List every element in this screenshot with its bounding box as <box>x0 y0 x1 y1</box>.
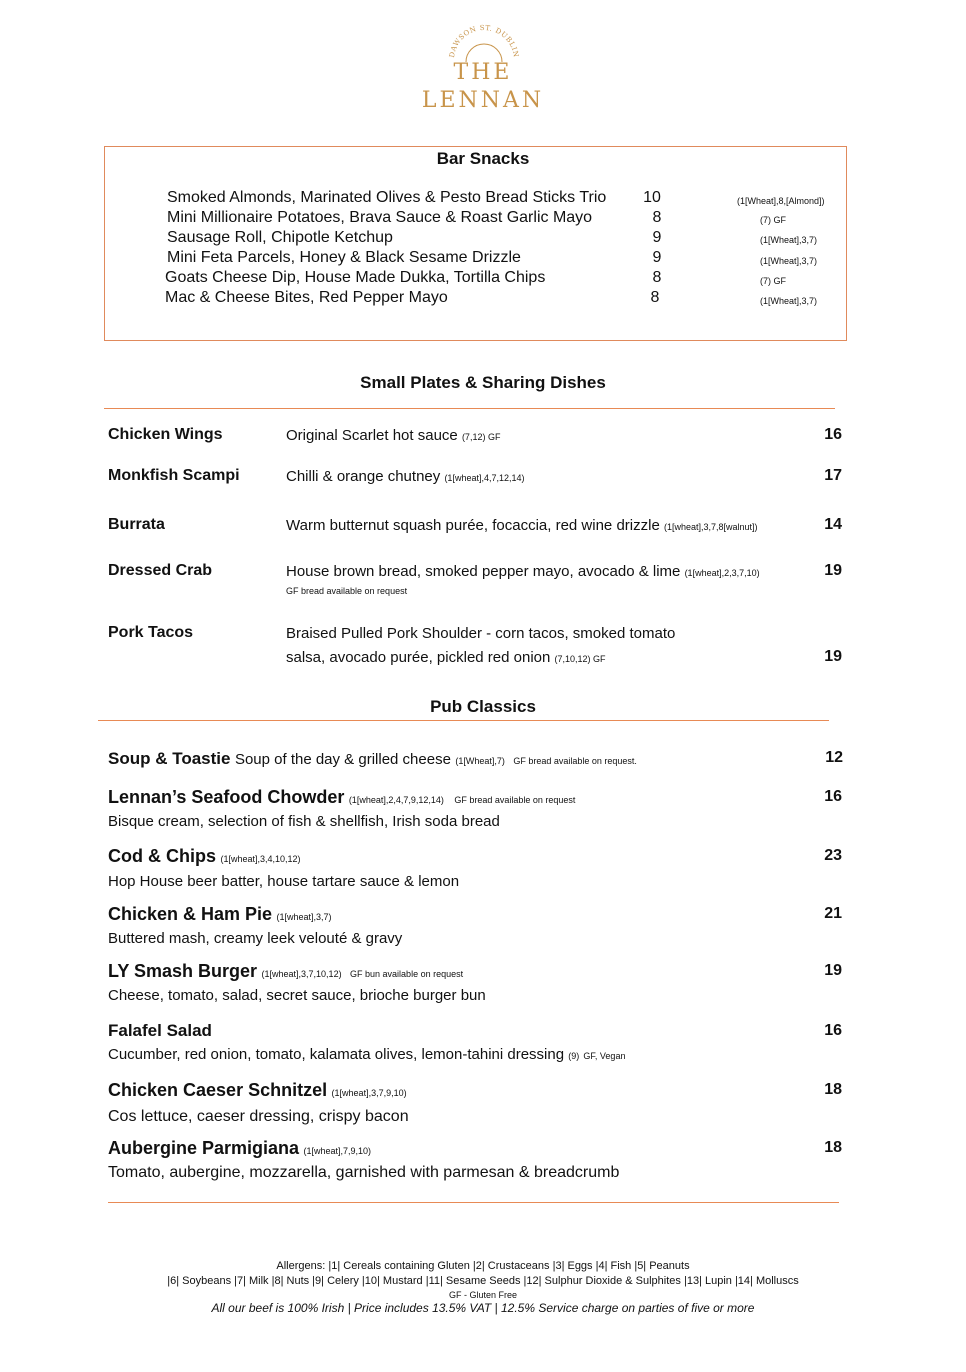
dish-name: LY Smash Burger <box>108 961 258 981</box>
dish-name: Chicken Caeser Schnitzel <box>108 1080 328 1100</box>
allergens-legend-line1: Allergens: |1| Cereals containing Gluten |2| Crustaceans |3| Eggs |4| Fish |5| Peanuts <box>276 1260 690 1272</box>
dish-description: Cheese, tomato, salad, secret sauce, brioche burger bun <box>108 987 486 1004</box>
dish-name: Aubergine Parmigiana <box>108 1138 300 1158</box>
dish-price: 23 <box>824 847 842 864</box>
dish-description: Original Scarlet hot sauce (7,12) GF <box>286 427 501 444</box>
dish-description: House brown bread, smoked pepper mayo, avocado & lime (1[wheat],2,3,7,10) <box>286 563 760 580</box>
dish-row <box>108 961 463 982</box>
dish-name: Monkfish Scampi <box>108 467 240 484</box>
dish-name: Lennan’s Seafood Chowder <box>108 787 345 807</box>
bar-snacks-title: Bar Snacks <box>436 149 530 168</box>
dish-description: Cos lettuce, caeser dressing, crispy bacon <box>108 1108 409 1125</box>
dish-allergens: (1[wheat],2,4,7,9,12,14) <box>348 795 444 805</box>
snack-name: Sausage Roll, Chipotle Ketchup <box>167 229 393 246</box>
dish-name: Dressed Crab <box>108 562 213 579</box>
dish-row <box>108 904 332 925</box>
dish-inline-description: Soup of the day & grilled cheese <box>234 751 451 768</box>
dish-price: 17 <box>824 467 842 484</box>
dish-description: Braised Pulled Pork Shoulder - corn tacos, smoked tomato <box>286 625 676 642</box>
section-divider <box>98 720 829 721</box>
dish-price: 14 <box>824 516 842 533</box>
snack-name: Mac & Cheese Bites, Red Pepper Mayo <box>165 289 448 306</box>
logo-lennan: LENNAN <box>421 88 545 113</box>
dish-row <box>108 1138 371 1159</box>
logo-the: THE <box>453 60 513 85</box>
snack-name: Smoked Almonds, Marinated Olives & Pesto Bread Sticks Trio <box>167 189 607 206</box>
dish-row <box>108 1080 407 1101</box>
snack-allergens: (1[Wheat],3,7) <box>760 296 818 306</box>
dish-allergens: (1[wheat],3,7,9,10) <box>331 1088 407 1098</box>
dish-description: Bisque cream, selection of fish & shellfish, Irish soda bread <box>108 813 500 830</box>
logo-arc-text: DAWSON ST. DUBLIN <box>448 23 521 59</box>
dish-note: GF bread available on request. <box>513 756 637 766</box>
dish-allergens: (1[Wheat],7) <box>455 756 505 766</box>
snack-allergens: (1[Wheat],3,7) <box>760 235 818 245</box>
dish-name: Cod & Chips <box>108 846 216 866</box>
snack-price: 8 <box>652 209 662 226</box>
snack-allergens: (1[Wheat],3,7) <box>760 256 818 266</box>
dish-allergens: (1[wheat],3,7,10,12) <box>261 969 342 979</box>
dish-description: Warm butternut squash purée, focaccia, red wine drizzle (1[wheat],3,7,8[walnut]) <box>286 517 758 534</box>
dish-price: 18 <box>824 1139 842 1156</box>
snack-name: Mini Millionaire Potatoes, Brava Sauce & Roast Garlic Mayo <box>167 209 593 226</box>
dish-price: 19 <box>824 562 842 579</box>
dish-note: GF bread available on request <box>286 586 408 596</box>
dish-price: 19 <box>824 648 842 665</box>
dish-row <box>108 749 637 769</box>
footer-info: All our beef is 100% Irish | Price includes 13.5% VAT | 12.5% Service charge on parties of five or more <box>211 1301 755 1315</box>
allergens-legend-line2: |6| Soybeans |7| Milk |8| Nuts |9| Celery |10| Mustard |11| Sesame Seeds |12| Sulphur Dioxide & Sulphites |13| Lupin |14| Molluscs <box>167 1275 799 1287</box>
dish-price: 16 <box>824 1022 842 1039</box>
dish-note: GF bread available on request <box>454 795 576 805</box>
dish-price: 12 <box>825 749 843 766</box>
dish-name: Falafel Salad <box>108 1021 212 1040</box>
dish-allergens: (1[wheat],7,9,10) <box>303 1146 372 1156</box>
svg-text:DAWSON ST. DUBLIN <box>448 24 520 58</box>
dish-name: Chicken Wings <box>108 426 223 443</box>
section-divider <box>108 1202 839 1203</box>
dish-price: 19 <box>824 962 842 979</box>
dish-description: Buttered mash, creamy leek velouté & gravy <box>108 930 403 947</box>
dish-allergens: (1[wheat],3,4,10,12) <box>220 854 301 864</box>
snack-allergens: (7) GF <box>760 215 786 225</box>
dish-name: Chicken & Ham Pie <box>108 904 273 924</box>
gluten-free-legend: GF - Gluten Free <box>448 1290 518 1300</box>
dish-price: 16 <box>824 426 842 443</box>
section-divider <box>104 408 835 409</box>
dish-description: Cucumber, red onion, tomato, kalamata olives, lemon-tahini dressing (9) GF, Vegan <box>108 1046 626 1063</box>
dish-price: 16 <box>824 788 842 805</box>
snack-price: 9 <box>652 229 662 246</box>
snack-name: Goats Cheese Dip, House Made Dukka, Tortilla Chips <box>165 269 546 286</box>
dish-name: Pork Tacos <box>108 624 194 641</box>
dish-price: 18 <box>824 1081 842 1098</box>
snack-price: 9 <box>652 249 662 266</box>
snack-price: 8 <box>650 289 660 306</box>
snack-allergens: (1[Wheat],8,[Almond]) <box>737 196 825 206</box>
dish-description-continued: salsa, avocado purée, pickled red onion (7,10,12) GF <box>286 649 606 666</box>
dish-name: Soup & Toastie <box>108 749 231 768</box>
pub-classics-title: Pub Classics <box>430 697 536 716</box>
logo-arc-emblem <box>444 10 524 66</box>
dish-name: Burrata <box>108 516 165 533</box>
snack-price: 10 <box>643 189 661 206</box>
dish-price: 21 <box>824 905 842 922</box>
dish-note: GF bun available on request <box>350 969 464 979</box>
snack-name: Mini Feta Parcels, Honey & Black Sesame Drizzle <box>167 249 521 266</box>
dish-row <box>108 846 301 867</box>
dish-description: Chilli & orange chutney (1[wheat],4,7,12,14) <box>286 468 525 485</box>
small-plates-title: Small Plates & Sharing Dishes <box>360 373 606 392</box>
snack-allergens: (7) GF <box>760 276 786 286</box>
dish-allergens: (1[wheat],3,7) <box>276 912 332 922</box>
snack-price: 8 <box>652 269 662 286</box>
dish-row <box>108 787 575 808</box>
dish-description: Tomato, aubergine, mozzarella, garnished with parmesan & breadcrumb <box>108 1164 620 1181</box>
dish-description: Hop House beer batter, house tartare sauce & lemon <box>108 873 460 890</box>
